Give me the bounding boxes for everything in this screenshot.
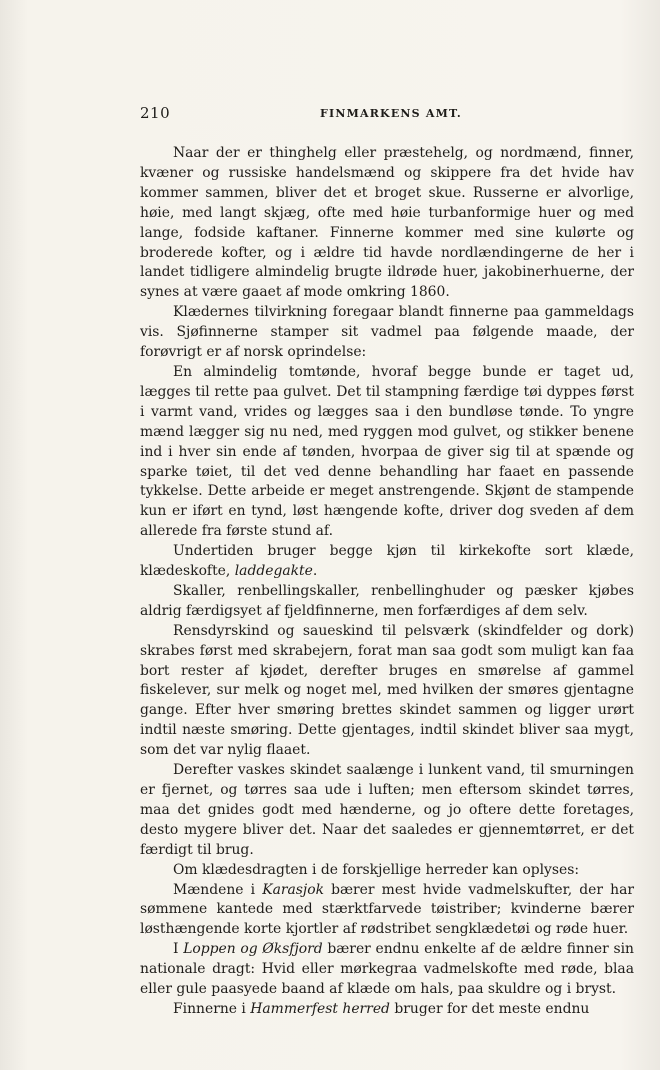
paragraph-text: bærer mest hvide vadmelskufter, der har sømmene kantede med stærktfarvede tøistriber; kvinderne bærer løsthængende korte kjortler af rødstribet sengklædetøi og røde huer. bbox=[140, 881, 634, 938]
page-header bbox=[140, 104, 634, 128]
paragraph-text: Finnerne i bbox=[173, 1000, 251, 1017]
paragraph-thing-gathering: Naar der er thinghelg eller præstehelg, og nordmænd, finner, kvæner og russiske handelsmænd og skippere fra det hvide hav kommer sammen, bliver det et broget skue. Russerne er alvorlige, høie, med langt skjæg, ofte med høie turbanformige huer og med lange, fodside kaftaner. Finnerne kommer med sine kulørte og broderede kofter, og i ældre tid havde nordlændingerne de her i landet tidligere almindelig brugte ildrøde huer, jakobinerhuerne, der synes at være gaaet af mode omkring 1860. bbox=[140, 145, 634, 301]
page-number: 210 bbox=[140, 104, 171, 122]
paragraph-text: . bbox=[312, 563, 318, 580]
paragraph-karasjok bbox=[140, 881, 634, 941]
paragraph-loppen bbox=[140, 940, 634, 1000]
paragraph-districts-intro: Om klædesdragten i de forskjellige herreder kan oplyses: bbox=[173, 861, 580, 878]
paragraph-text: Mændene i bbox=[173, 881, 263, 898]
page-body bbox=[140, 144, 634, 1020]
paragraph-text: bærer endnu enkelte af de ældre finner sin nationale dragt: Hvid eller mørkegraa vadmelskofte med røde, blaa eller gule paasyede baand af klæde om hals, paa skuldre og i bryst. bbox=[140, 941, 634, 998]
paragraph-church-coat bbox=[140, 542, 634, 582]
place-loppen-oksfjord: Loppen og Øksfjord bbox=[183, 941, 323, 958]
paragraph-skin-tanning: Rensdyrskind og saueskind til pelsværk (skindfelder og dork) skrabes først med skrabejern, forat man saa godt som muligt kan faa bort rester af kjødet, derefter bruges en smørelse af gammel fiskelever, sur melk og noget mel, med hvilken der smøres gjentagne gange. Efter hver smøring brettes skindet sammen og ligger urørt indtil næste smøring. Dette gjentages, indtil skindet bliver saa mygt, som det var nylig flaaet. bbox=[140, 622, 634, 759]
paragraph-text: Undertiden bruger begge kjøn til kirkekofte sort klæde, klædeskofte, bbox=[140, 543, 634, 580]
paragraph-text: I bbox=[173, 941, 184, 958]
paragraph-barrel-fulling: En almindelig tomtønde, hvoraf begge bunde er taget ud, lægges til rette paa gulvet. Det til stampning færdige tøi dyppes først i varmt vand, vrides og lægges saa i den bundløse tønde. To yngre mænd lægger sig nu ned, med ryggen mod gulvet, og stikker benene ind i hver sin ende af tønden, hvorpaa de giver sig til at spænde og sparke tøiet, til det ved denne behandling har faaet en passende tykkelse. Dette arbeide er meget anstrengende. Skjønt de stampende kun er iført en tynd, løst hængende kofte, driver dog sveden af dem allerede fra første stund af. bbox=[140, 363, 634, 540]
paragraph-cloth-making: Klædernes tilvirkning foregaar blandt finnerne paa gammeldags vis. Sjøfinnerne stamper sit vadmel paa følgende maade, der forøvrigt er af norsk oprindelse: bbox=[140, 304, 634, 361]
paragraph-skin-washing: Derefter vaskes skindet saalænge i lunkent vand, til smurningen er fjernet, og tørres saa ude i luften; men eftersom skindet tørres, maa det gnides godt med hænderne, og jo oftere dette foretages, desto mygere bliver det. Naar det saaledes er gjennemtørret, er det færdigt til brug. bbox=[140, 762, 634, 858]
term-laddegakte: laddegakte bbox=[234, 563, 313, 580]
paragraph-hammerfest bbox=[140, 1000, 634, 1020]
paragraph-shoes: Skaller, renbellingskaller, renbellinghuder og pæsker kjøbes aldrig færdigsyet af fjeldfinnerne, men forfærdiges af dem selv. bbox=[140, 582, 634, 619]
paragraph-text: bruger for det meste endnu bbox=[389, 1000, 590, 1017]
place-hammerfest: Hammerfest herred bbox=[250, 1000, 390, 1017]
running-head: FINMARKENS AMT. bbox=[320, 107, 462, 120]
place-karasjok: Karasjok bbox=[262, 881, 324, 898]
